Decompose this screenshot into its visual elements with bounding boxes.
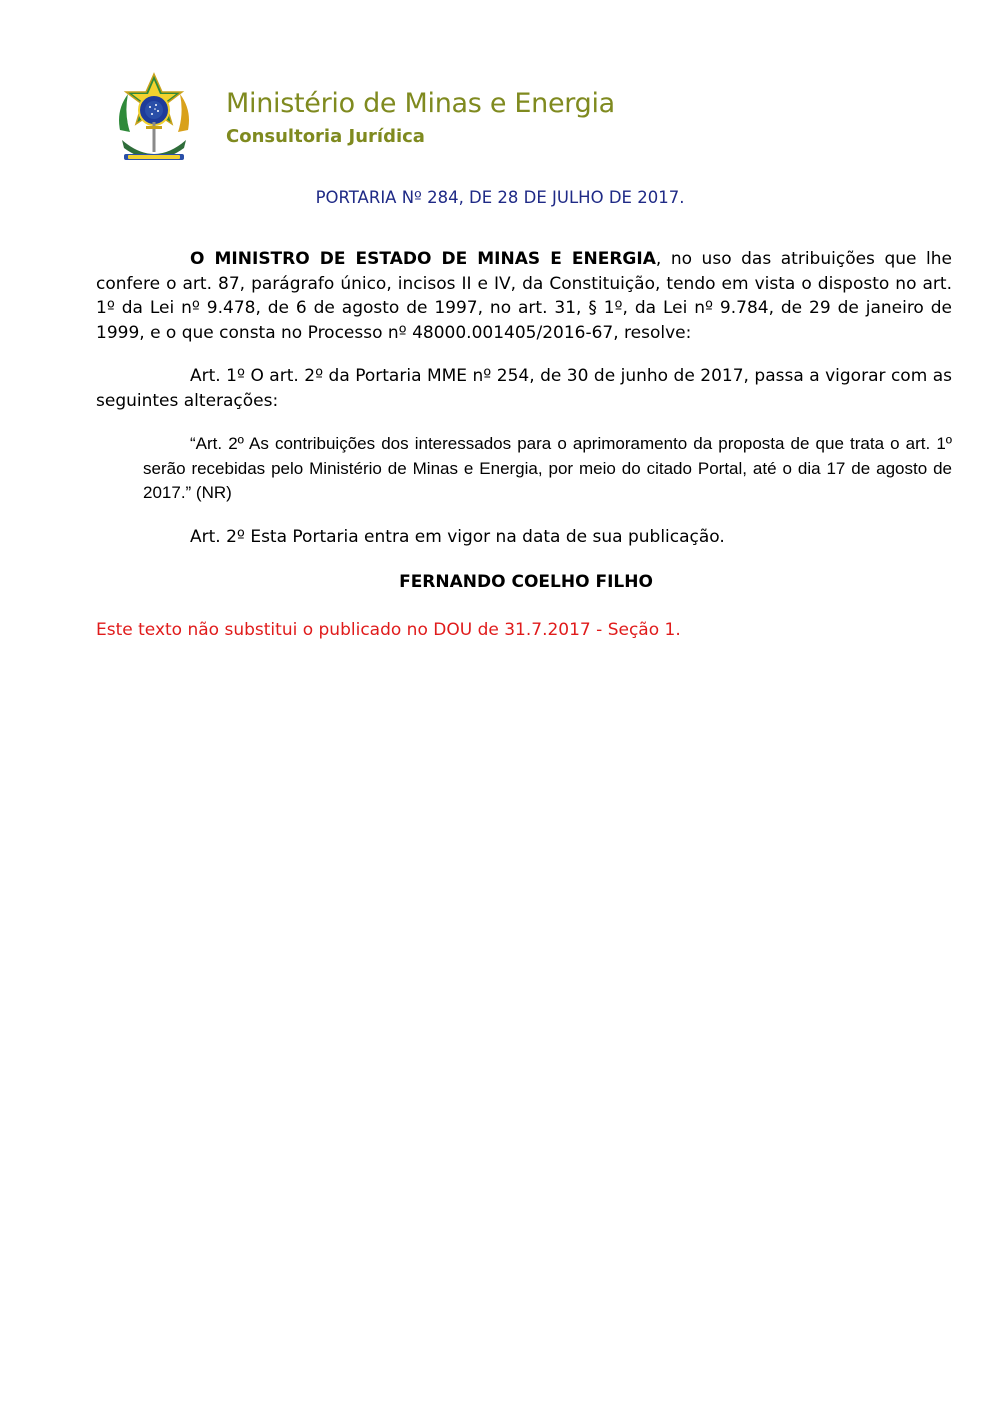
article-1-quoted-amendment: “Art. 2º As contribuições dos interessados para o aprimoramento da proposta de que trata o art. 1º serão recebidas pelo Ministério de Minas e Energia, por meio do citado Portal, até o dia 17 de agosto de 2017.” (NR)	[143, 434, 952, 502]
signatory-name: FERNANDO COELHO FILHO	[399, 572, 653, 592]
publication-disclaimer: Este texto não substitui o publicado no DOU de 31.7.2017 - Seção 1.	[96, 620, 681, 640]
ministry-name: Ministério de Minas e Energia	[226, 88, 615, 119]
brazil-coat-of-arms-icon	[114, 70, 194, 168]
letterhead	[112, 70, 712, 170]
preamble-text: , no uso das atribuições que lhe confere o art. 87, parágrafo único, incisos II e IV, da Constituição, tendo em vista o disposto no art. 1º da Lei nº 9.478, de 6 de agosto de 1997, no art. 31, § 1º, da Lei nº 9.784, de 29 de janeiro de 1999, e o que consta no Processo nº 48000.001405/2016-67, resolve:	[96, 249, 952, 343]
department-name: Consultoria Jurídica	[226, 126, 425, 147]
preamble-lead: O MINISTRO DE ESTADO DE MINAS E ENERGIA	[190, 249, 656, 269]
article-1: Art. 1º O art. 2º da Portaria MME nº 254, de 30 de junho de 2017, passa a vigorar com as seguintes alterações:	[96, 366, 952, 411]
preamble-paragraph	[96, 247, 952, 345]
article-2: Art. 2º Esta Portaria entra em vigor na data de sua publicação.	[190, 527, 725, 547]
document-title: PORTARIA Nº 284, DE 28 DE JULHO DE 2017.	[315, 188, 685, 207]
